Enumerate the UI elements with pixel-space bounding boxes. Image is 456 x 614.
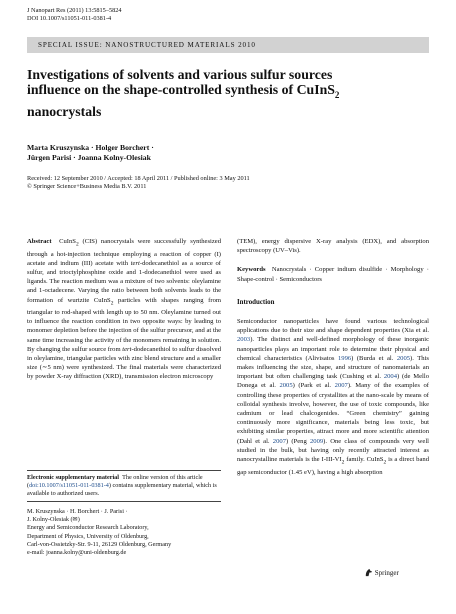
citation-link[interactable]: 1996 — [337, 354, 352, 362]
introduction-text: Semiconductor nanoparticles have found various technological applications due to their size and shape dependent properties (Xia et al. 2003). The distinct and well-defined morphology of these inorganic nanoparticles plays an important role to determine their physical and chemical characteristics (Alivisatos 1996) (Burda et al. 2005). This makes influencing the size, shape, and structure of nanomaterials an important but often challenging task (Cushing et al. 2004) (de Mello Donega et al. 2005) (Park et al. 2007). Many of the examples of controlling these properties of crystallites at the nano-scale by means of colloidal synthesis involve, however, the use of toxic compounds, like cadmium or lead chalcogenides. “Green chemistry” gaining continuously more significance, materials being less toxic, but exhibiting similar properties, attract more and more scientific attention (Dahl et al. 2007) (Peng 2009). One class of compounds very well studied in the bulk, but having only recently attracted interest as nanocrystalline materials is the $I-III-VI_2$ family. CuInS$_2$ is a direct band gap semiconductor (1.45 eV), having a high absorption — [237, 318, 430, 476]
affiliation: M. Kruszynska · H. Borchert · J. Parisi · J. Kolny-Olesiak (✉) Energy and Semiconductor Research Laboratory, Department of Physics, University of Oldenburg, Carl-von-Ossietzky-Str. 9-11, 26129 Oldenburg, Germany e-mail: joanna.kolny@uni-oldenburg.de — [27, 508, 221, 557]
citation-link[interactable]: 2007 — [272, 437, 286, 445]
title-line: Investigations of solvents and various sulfur sources — [27, 67, 333, 82]
abstract-heading: Abstract — [27, 238, 52, 245]
citation-link[interactable]: 2007 — [334, 382, 348, 390]
abstract: Abstract CuInS$_2$ (CIS) nanocrystals were successfully synthesized through a hot-injection technique employing a reaction of copper (I) acetate and indium (III) acetate with tert-dodecanethiol as a source of sulfur, and trioctylphosphine oxide and 1-dodecanethiol were used as ligands. The reaction medium was a mixture of two solvents: oleylamine and 1-octadecene. Varying the ratio between both solvents leads to the formation of wurtzite CuInS$_2$ particles with shapes ranging from triangular to rod-shaped with length up to 50 nm. Oleylamine turned out to influence the reaction condition in two opposite ways: by leading to monomer depletion before the injection of the sulfur precursor, and at the same time increasing the activity of the monomers remaining in solution. By changing the sulfur source from tert-dodecanethiol to sulfur dissolved in oleylamine, triangular particles with zinc blend structure and a smaller size (∼5 nm) were synthesized. The final materials were characterized by powder X-ray diffraction (XRD), transmission electron microscopy — [27, 238, 222, 381]
keywords: Keywords Nanocrystals · Copper indium disulfide · Morphology · Shape-control · Semiconductors — [237, 266, 429, 283]
right-column — [237, 237, 429, 477]
springer-horse-icon — [364, 568, 373, 577]
author-email[interactable]: e-mail: joanna.kolny@uni-oldenburg.de — [27, 549, 127, 557]
title-line: nanocrystals — [27, 103, 102, 119]
citation-link[interactable]: 2004 — [383, 373, 398, 381]
abstract-end: (TEM), energy dispersive X-ray analysis (EDX), and absorption spectroscopy (UV–Vis). — [237, 238, 429, 255]
publication-dates: Received: 12 September 2010 / Accepted: 18 April 2011 / Published online: 3 May 2011 © Springer Science+Business Media B.V. 2011 — [27, 175, 250, 191]
authors: Marta Kruszynska · Holger Borchert · Jürgen Parisi · Joanna Kolny-Olesiak — [27, 143, 154, 163]
journal-citation: J Nanopart Res (2011) 13:5815–5824 — [27, 7, 122, 14]
special-issue-label: SPECIAL ISSUE: NANOSTRUCTURED MATERIALS 2010 — [38, 40, 256, 49]
publisher-name: Springer — [374, 569, 399, 577]
supplementary-note: Electronic supplementary material The online version of this article (doi:10.1007/s11051-011-0381-4) contains supplementary material, which is available to authorized users. — [27, 474, 217, 498]
publisher-mark — [364, 568, 399, 577]
citation-link[interactable]: 2009 — [309, 437, 324, 445]
citation-link[interactable]: 2003 — [237, 336, 251, 344]
footnote-divider — [27, 470, 221, 471]
article-title — [27, 67, 429, 119]
special-issue-banner — [27, 37, 429, 53]
citation-link[interactable]: 2005 — [396, 354, 411, 362]
doi-link[interactable]: doi:10.1007/s11051-011-0381-4 — [29, 482, 109, 490]
citation-link[interactable]: 2005 — [279, 382, 293, 390]
journal-doi: DOI 10.1007/s11051-011-0381-4 — [27, 15, 112, 23]
section-heading-introduction: Introduction — [237, 298, 275, 306]
footnote-divider — [27, 501, 221, 502]
journal-info — [27, 7, 122, 24]
title-line: influence on the shape-controlled synthesis of CuInS$_2$ — [27, 82, 340, 101]
